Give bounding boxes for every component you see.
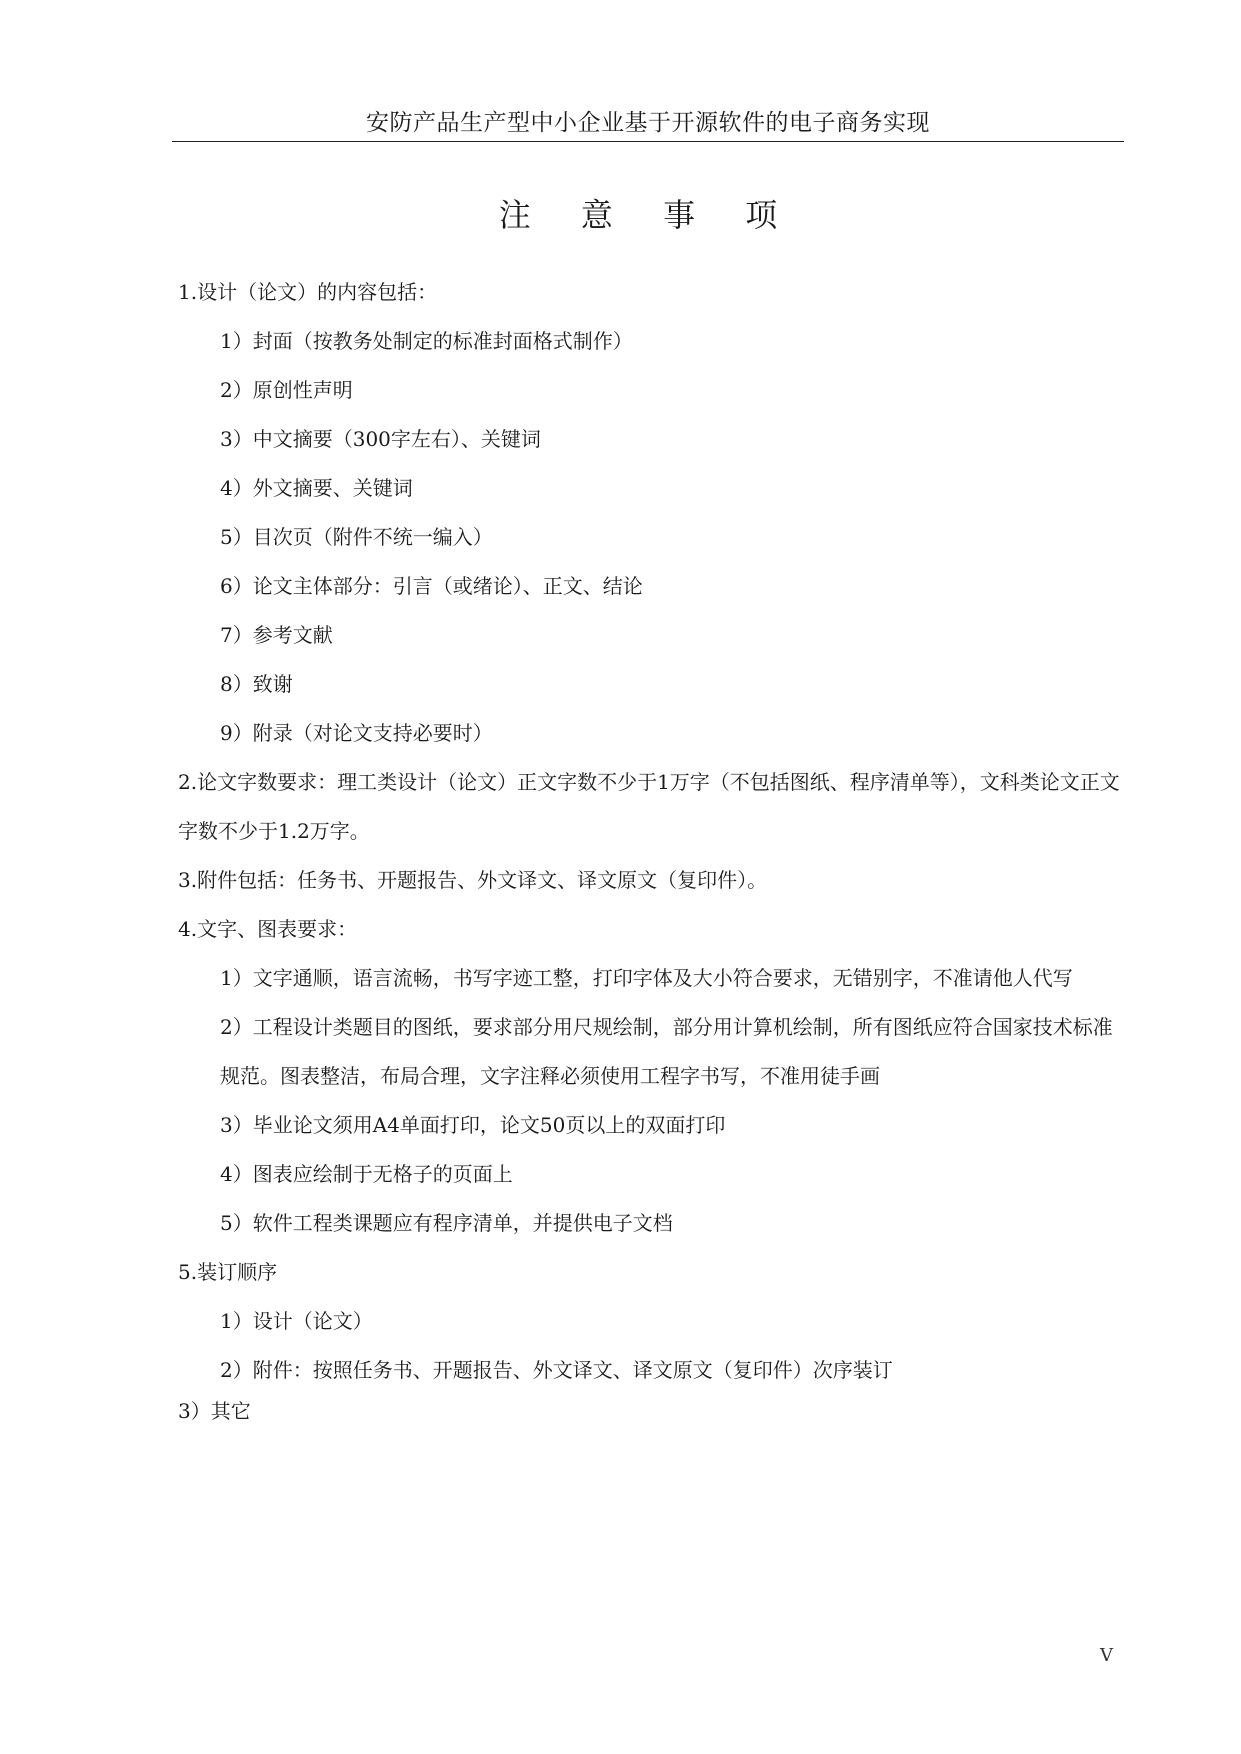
page-title: 注 意 事 项 (498, 196, 798, 234)
section-2-paragraph: 2.论文字数要求：理工类设计（论文）正文字数不少于1万字（不包括图纸、程序清单等），文科类论文正文字数不少于1.2万字。 (178, 770, 1120, 843)
page-header-title: 安防产品生产型中小企业基于开源软件的电子商务实现 (366, 110, 930, 136)
list-item-printing: 3）毕业论文须用A4单面打印，论文50页以上的双面打印 (220, 1113, 726, 1137)
list-item-acknowledgement: 8）致谢 (220, 672, 293, 696)
list-item-main-body: 6）论文主体部分：引言（或绪论）、正文、结论 (220, 574, 643, 598)
section-5-heading: 5.装订顺序 (178, 1260, 278, 1284)
list-item-foreign-abstract: 4）外文摘要、关键词 (220, 476, 413, 500)
list-item-binding-thesis: 1）设计（论文） (220, 1309, 373, 1333)
list-item-binding-other: 3）其它 (178, 1399, 251, 1423)
list-item-appendix: 9）附录（对论文支持必要时） (220, 721, 493, 745)
section-1-heading: 1.设计（论文）的内容包括： (178, 280, 438, 304)
section-3-paragraph: 3.附件包括：任务书、开题报告、外文译文、译文原文（复印件）。 (178, 868, 768, 892)
list-item-binding-attachments: 2）附件：按照任务书、开题报告、外文译文、译文原文（复印件）次序装订 (220, 1358, 893, 1382)
list-item-software-listing: 5）软件工程类课题应有程序清单，并提供电子文档 (220, 1211, 673, 1235)
header-divider (172, 141, 1124, 142)
section-4-heading: 4.文字、图表要求： (178, 917, 358, 941)
list-item-originality: 2）原创性声明 (220, 378, 353, 402)
list-item-toc: 5）目次页（附件不统一编入） (220, 525, 493, 549)
list-item-chinese-abstract: 3）中文摘要（300字左右）、关键词 (220, 427, 541, 451)
list-item-chart-pages: 4）图表应绘制于无格子的页面上 (220, 1162, 513, 1186)
list-item-drawing-requirements: 2）工程设计类题目的图纸，要求部分用尺规绘制，部分用计算机绘制，所有图纸应符合国家技术标准规范。图表整洁，布局合理，文字注释必须使用工程字书写，不准用徒手画 (220, 1015, 1113, 1088)
list-item-cover: 1）封面（按教务处制定的标准封面格式制作） (220, 329, 633, 353)
list-item-text-requirements: 1）文字通顺，语言流畅，书写字迹工整，打印字体及大小符合要求，无错别字，不准请他人代写 (220, 966, 1073, 990)
page-number: V (1100, 1645, 1113, 1666)
notice-body (178, 268, 1122, 1436)
list-item-references: 7）参考文献 (220, 623, 333, 647)
